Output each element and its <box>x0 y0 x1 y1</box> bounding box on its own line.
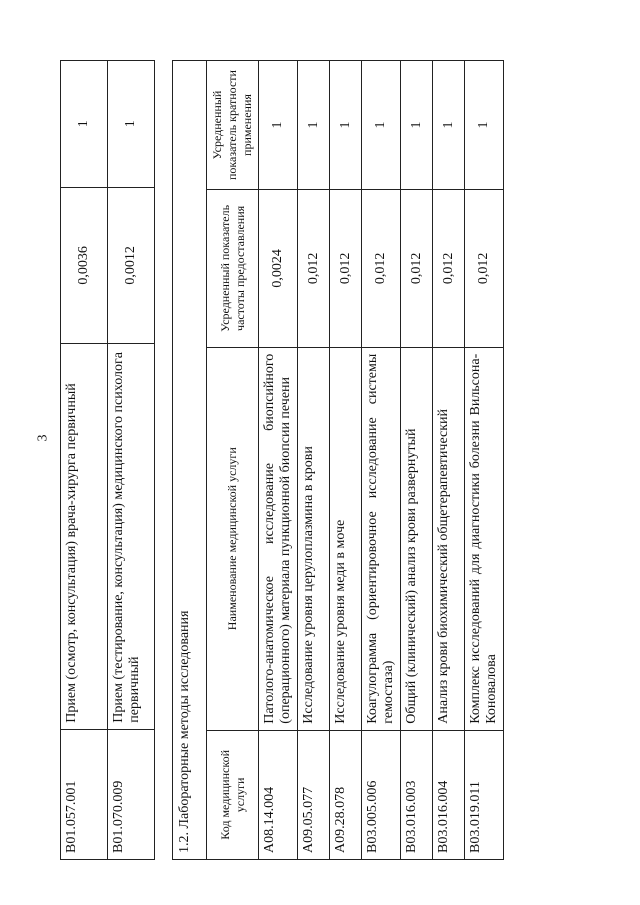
page-number: 3 <box>35 434 51 442</box>
service-code: B03.005.006 <box>362 730 401 859</box>
multiplicity-value: 1 <box>108 61 155 188</box>
table-row <box>330 61 362 860</box>
multiplicity-value: 1 <box>298 61 330 190</box>
multiplicity-value: 1 <box>401 61 433 190</box>
lab-methods-table <box>172 60 504 860</box>
header-name: Наименование медицинской услуги <box>207 347 259 730</box>
service-name: Коагулограмма (ориентировочное исследование системы гемостаза) <box>362 347 401 730</box>
service-name: Исследование уровня меди в моче <box>330 347 362 730</box>
frequency-value: 0,0024 <box>259 190 298 348</box>
service-name: Анализ крови биохимический общетерапевтический <box>433 347 465 730</box>
service-code: A09.05.077 <box>298 730 330 859</box>
service-code: A09.28.078 <box>330 730 362 859</box>
table-row <box>433 61 465 860</box>
frequency-value: 0,0012 <box>108 187 155 344</box>
multiplicity-value: 1 <box>433 61 465 190</box>
table-row <box>298 61 330 860</box>
frequency-value: 0,012 <box>298 190 330 348</box>
multiplicity-value: 1 <box>330 61 362 190</box>
frequency-value: 0,0036 <box>61 187 108 344</box>
service-name: Прием (тестирование, консультация) медицинского психолога первичный <box>108 344 155 730</box>
section-title: 1.2. Лабораторные методы исследования <box>173 61 207 860</box>
multiplicity-value: 1 <box>259 61 298 190</box>
table-row <box>362 61 401 860</box>
document-body <box>60 60 520 860</box>
service-code: B01.057.001 <box>61 729 108 859</box>
service-name: Исследование уровня церулоплазмина в крови <box>298 347 330 730</box>
header-frequency: Усредненный показатель частоты предоставления <box>207 190 259 348</box>
table-row <box>465 61 504 860</box>
frequency-value: 0,012 <box>330 190 362 348</box>
service-name: Общий (клинический) анализ крови развернутый <box>401 347 433 730</box>
service-name: Прием (осмотр, консультация) врача-хирурга первичный <box>61 344 108 730</box>
frequency-value: 0,012 <box>433 190 465 348</box>
table-header <box>207 61 259 860</box>
table-row <box>108 61 155 860</box>
table-row <box>259 61 298 860</box>
table-row <box>61 61 108 860</box>
service-name: Патолого-анатомическое исследование биопсийного (операционного) материала пункционной биопсии печени <box>259 347 298 730</box>
header-code: Код медицинской услуги <box>207 730 259 859</box>
service-name: Комплекс исследований для диагностики болезни Вильсона-Коновалова <box>465 347 504 730</box>
header-multiplicity: Усредненный показатель кратности применения <box>207 61 259 190</box>
table-row <box>401 61 433 860</box>
service-code: A08.14.004 <box>259 730 298 859</box>
service-code: B03.016.004 <box>433 730 465 859</box>
consultation-table <box>60 60 155 860</box>
multiplicity-value: 1 <box>362 61 401 190</box>
frequency-value: 0,012 <box>465 190 504 348</box>
multiplicity-value: 1 <box>61 61 108 188</box>
service-code: B03.019.011 <box>465 730 504 859</box>
service-code: B03.016.003 <box>401 730 433 859</box>
multiplicity-value: 1 <box>465 61 504 190</box>
frequency-value: 0,012 <box>401 190 433 348</box>
service-code: B01.070.009 <box>108 729 155 859</box>
frequency-value: 0,012 <box>362 190 401 348</box>
